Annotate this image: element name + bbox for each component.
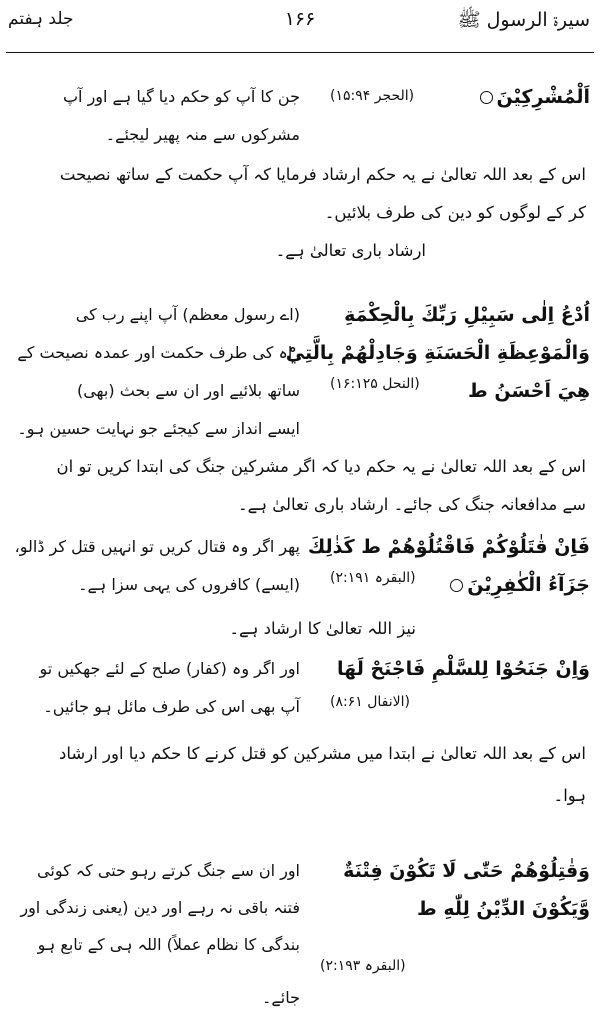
verse-ref-2: (النحل ۱۶:۱۲۵) [330,376,420,392]
translation-1 [10,78,300,154]
verse-ref-5: (البقرہ ۲:۱۹۳) [320,958,406,974]
paragraph-2 [12,448,586,524]
verse-line: وَّيَكُوْنَ الدِّيْنُ لِلّٰهِ ط [417,898,590,920]
paragraph-1 [12,156,586,270]
translation-line: ساتھ بلائیے اور ان سے بحث (بھی) [76,381,300,400]
paragraph-line: ہوا۔ [553,786,586,805]
verse-block-4 [290,650,590,688]
verse-line: هِيَ اَحْسَنُ ط [468,380,590,402]
verse-line: فَاِنْ قٰتَلُوْكُمْ فَاقْتُلُوْهُمْ ط كَذٰلِكَ [307,536,590,558]
running-title: سیرۃ الرسول ﷺ [457,9,590,31]
paragraph-line: نیز اللہ تعالیٰ کا ارشاد ہے۔ [229,619,416,638]
page-number: ۱۶۶ [284,8,316,30]
verse-end-icon [450,579,463,592]
page-header [0,0,600,50]
translation-line: راہ کی طرف حکمت اور عمدہ نصیحت کے [17,343,300,362]
translation-line: پھر اگر وہ قتال کریں تو انہیں قتل کر ڈالو، [14,537,300,556]
translation-line: جن کا آپ کو حکم دیا گیا ہے اور آپ [62,87,300,106]
translation-line: اور ان سے جنگ کرتے رہو حتی کہ کوئی [37,861,300,880]
translation-3 [10,528,300,604]
translation-line: ایسے انداز سے کیجئے جو نہایت حسین ہو۔ [17,419,300,438]
verse-end-icon [480,91,493,104]
paragraph-line: سے مدافعانہ جنگ کی جائے۔ ارشاد باری تعالیٰ ہے۔ [238,495,586,514]
verse-ref-1: (الحجر ۱۵:۹۴) [330,88,415,104]
translation-line: مشرکوں سے منہ پھیر لیجئے۔ [105,125,300,144]
verse-block-3 [290,528,590,604]
translation-line: (اے رسول معظم) آپ اپنے رب کی [75,305,300,324]
paragraph-4 [12,735,586,815]
header-rule [6,52,594,53]
translation-4 [10,650,300,726]
volume-label: جلد ہفتم [8,9,74,29]
translation-5 [10,852,300,963]
verse-text: اَلْمُشْرِكِيْنَ [496,86,590,108]
translation-2 [10,296,300,448]
translation-line: اور اگر وہ (کفار) صلح کے لئے جھکیں تو [39,659,300,678]
translation-line: بندگی کا نظام عملاً) اللہ ہی کے تابع ہو [37,935,300,954]
paragraph-line: اس کے بعد اللہ تعالیٰ نے ابتدا میں مشرکین کو قتل کرنے کا حکم دیا اور ارشاد [59,744,586,763]
translation-line: آپ بھی اس کی طرف مائل ہو جائیں۔ [43,697,300,716]
verse-block-2 [285,296,590,410]
translation-line: (ایسے) کافروں کی یہی سزا ہے۔ [78,575,300,594]
verse-line: جَزَآءُ الْكٰفِرِيْنَ [467,574,590,596]
paragraph-line: کر کے لوگوں کو دین کی طرف بلائیں۔ [324,203,586,222]
paragraph-line: اس کے بعد اللہ تعالیٰ نے یہ حکم دیا کہ اگر مشرکین جنگ کی ابتدا کریں تو ان [56,457,586,476]
translation-5-end [10,980,300,1016]
paragraph-line: ارشاد باری تعالیٰ ہے۔ [275,241,426,260]
verse-line: وَاِنْ جَنَحُوْا لِلسَّلْمِ فَاجْنَحْ لَهَا [337,658,590,680]
verse-line: وَالْمَوْعِظَةِ الْحَسَنَةِ وَجَادِلْهُمْ بِالَّتِيْ [285,342,590,364]
paragraph-line: اس کے بعد اللہ تعالیٰ نے یہ حکم ارشاد فرمایا کہ آپ حکمت کے ساتھ نصیحت [59,165,586,184]
verse-ref-3: (البقرہ ۲:۱۹۱) [330,570,416,586]
paragraph-3 [12,610,586,648]
verse-line: اُدْعُ اِلٰى سَبِيْلِ رَبِّكَ بِالْحِكْمَةِ [344,304,590,326]
translation-line: فتنہ باقی نہ رہے اور دین (یعنی زندگی اور [20,898,300,917]
verse-ref-4: (الانفال ۸:۶۱) [330,694,410,710]
verse-line: وَقٰتِلُوْهُمْ حَتّٰى لَا تَكُوْنَ فِتْنَةٌ [343,860,590,882]
translation-line: جائے۔ [262,988,300,1007]
verse-block-5 [290,852,590,928]
